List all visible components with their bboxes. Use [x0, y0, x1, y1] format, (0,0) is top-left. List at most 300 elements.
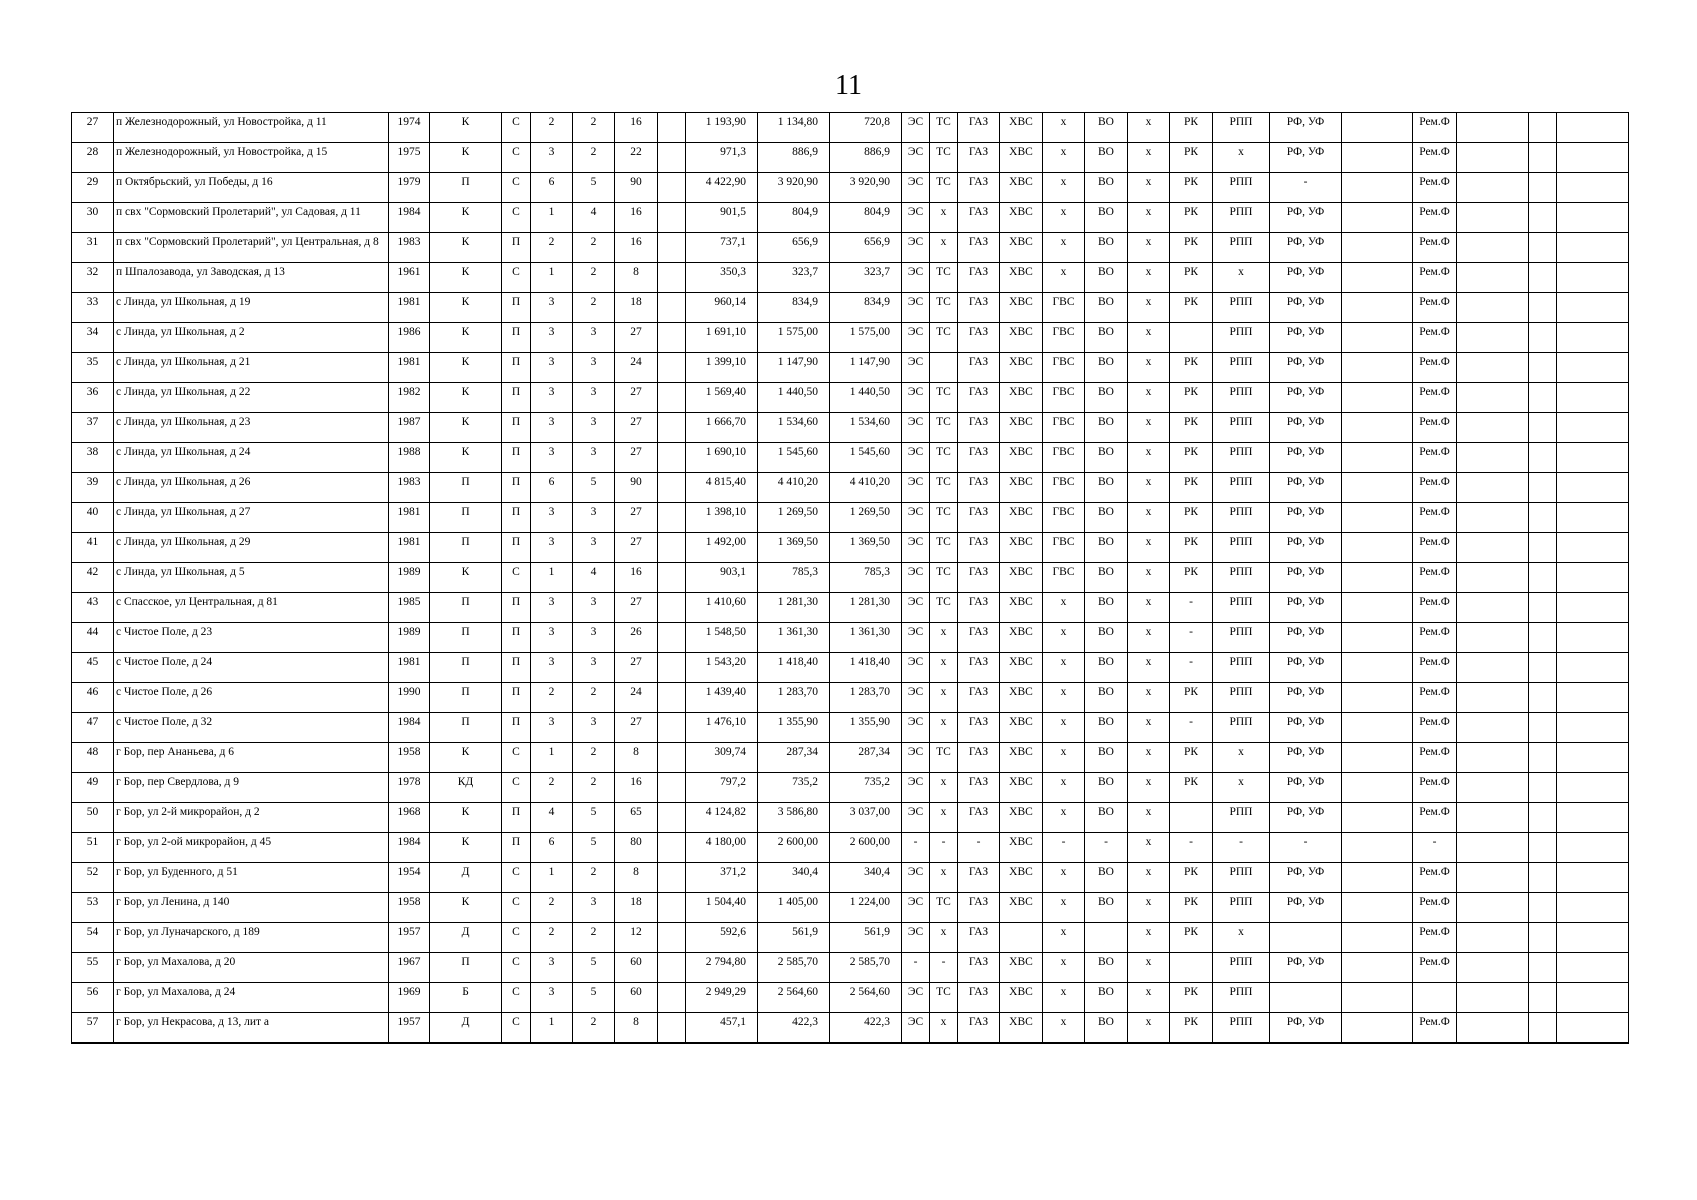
- entrances-cell: 3: [531, 443, 573, 473]
- wall-type-cell: К: [430, 833, 502, 863]
- electricity-cell: ЭС: [902, 263, 930, 293]
- repair-fund-cell: Рем.Ф: [1413, 593, 1457, 623]
- electricity-cell: ЭС: [902, 683, 930, 713]
- apartments-cell: 16: [615, 773, 658, 803]
- table-row: [72, 683, 1629, 713]
- x-mark-cell: х: [1128, 533, 1170, 563]
- residential-area-cell: 323,7: [830, 263, 902, 293]
- empty-cell: [1529, 233, 1557, 263]
- floors-cell: 3: [573, 503, 615, 533]
- year-cell: 1988: [389, 443, 430, 473]
- apartments-cell: 16: [615, 233, 658, 263]
- empty-cell: [1342, 113, 1413, 143]
- fund-cell: РФ, УФ: [1270, 203, 1342, 233]
- residential-area-cell: 1 418,40: [830, 653, 902, 683]
- hot-water-cell: ГВС: [1043, 383, 1085, 413]
- empty-cell: [1342, 893, 1413, 923]
- rk-cell: РК: [1170, 113, 1213, 143]
- sewerage-cell: ВО: [1085, 893, 1128, 923]
- living-area-cell: 1 281,30: [758, 593, 830, 623]
- empty-cell: [1457, 233, 1529, 263]
- residential-area-cell: 1 269,50: [830, 503, 902, 533]
- residential-area-cell: 1 440,50: [830, 383, 902, 413]
- housing-table: [71, 112, 1629, 1044]
- fund-cell: РФ, УФ: [1270, 323, 1342, 353]
- cold-water-cell: ХВС: [1000, 293, 1043, 323]
- address-cell: п свх "Сормовский Пролетарий", ул Садовая, д 11: [114, 203, 389, 233]
- apartments-cell: 8: [615, 863, 658, 893]
- year-cell: 1954: [389, 863, 430, 893]
- electricity-cell: ЭС: [902, 743, 930, 773]
- rpp-cell: х: [1213, 743, 1270, 773]
- empty-cell: [658, 743, 686, 773]
- empty-cell: [658, 863, 686, 893]
- living-area-cell: 1 369,50: [758, 533, 830, 563]
- empty-cell: [1529, 893, 1557, 923]
- rpp-cell: РПП: [1213, 953, 1270, 983]
- living-area-cell: 3 920,90: [758, 173, 830, 203]
- empty-cell: [1557, 1013, 1629, 1043]
- repair-fund-cell: Рем.Ф: [1413, 443, 1457, 473]
- electricity-cell: ЭС: [902, 713, 930, 743]
- wall-type-cell: Д: [430, 923, 502, 953]
- year-cell: 1958: [389, 893, 430, 923]
- address-cell: г Бор, ул Махалова, д 24: [114, 983, 389, 1013]
- floors-cell: 3: [573, 653, 615, 683]
- electricity-cell: ЭС: [902, 773, 930, 803]
- address-cell: с Линда, ул Школьная, д 2: [114, 323, 389, 353]
- cold-water-cell: ХВС: [1000, 593, 1043, 623]
- gas-cell: ГАЗ: [958, 293, 1000, 323]
- apartments-cell: 27: [615, 413, 658, 443]
- repair-fund-cell: Рем.Ф: [1413, 743, 1457, 773]
- rk-cell: РК: [1170, 383, 1213, 413]
- empty-cell: [1457, 563, 1529, 593]
- sewerage-cell: ВО: [1085, 713, 1128, 743]
- cold-water-cell: ХВС: [1000, 563, 1043, 593]
- living-area-cell: 1 534,60: [758, 413, 830, 443]
- total-area-cell: 592,6: [686, 923, 758, 953]
- empty-cell: [1557, 263, 1629, 293]
- empty-cell: [1529, 683, 1557, 713]
- roof-type-cell: П: [502, 233, 531, 263]
- hot-water-cell: х: [1043, 113, 1085, 143]
- year-cell: 1984: [389, 203, 430, 233]
- electricity-cell: ЭС: [902, 503, 930, 533]
- rpp-cell: РПП: [1213, 623, 1270, 653]
- address-cell: п Октябрьский, ул Победы, д 16: [114, 173, 389, 203]
- cold-water-cell: ХВС: [1000, 263, 1043, 293]
- empty-cell: [1557, 983, 1629, 1013]
- x-mark-cell: х: [1128, 143, 1170, 173]
- wall-type-cell: К: [430, 113, 502, 143]
- empty-cell: [1342, 833, 1413, 863]
- gas-cell: ГАЗ: [958, 1013, 1000, 1043]
- cold-water-cell: ХВС: [1000, 323, 1043, 353]
- total-area-cell: 309,74: [686, 743, 758, 773]
- empty-cell: [1342, 923, 1413, 953]
- wall-type-cell: К: [430, 383, 502, 413]
- rk-cell: -: [1170, 653, 1213, 683]
- hot-water-cell: ГВС: [1043, 353, 1085, 383]
- rpp-cell: х: [1213, 773, 1270, 803]
- hot-water-cell: х: [1043, 683, 1085, 713]
- heating-cell: ТС: [930, 893, 958, 923]
- total-area-cell: 1 691,10: [686, 323, 758, 353]
- year-cell: 1983: [389, 233, 430, 263]
- table-row: [72, 833, 1629, 863]
- empty-cell: [1557, 233, 1629, 263]
- table-row: [72, 533, 1629, 563]
- repair-fund-cell: Рем.Ф: [1413, 1013, 1457, 1043]
- residential-area-cell: 886,9: [830, 143, 902, 173]
- gas-cell: ГАЗ: [958, 593, 1000, 623]
- empty-cell: [1342, 353, 1413, 383]
- empty-cell: [1342, 533, 1413, 563]
- wall-type-cell: Д: [430, 863, 502, 893]
- x-mark-cell: х: [1128, 413, 1170, 443]
- residential-area-cell: 561,9: [830, 923, 902, 953]
- year-cell: 1984: [389, 833, 430, 863]
- repair-fund-cell: Рем.Ф: [1413, 263, 1457, 293]
- x-mark-cell: х: [1128, 893, 1170, 923]
- address-cell: п свх "Сормовский Пролетарий", ул Центральная, д 8: [114, 233, 389, 263]
- row-number-cell: 46: [72, 683, 114, 713]
- floors-cell: 2: [573, 1013, 615, 1043]
- electricity-cell: ЭС: [902, 593, 930, 623]
- apartments-cell: 27: [615, 713, 658, 743]
- roof-type-cell: С: [502, 773, 531, 803]
- heating-cell: ТС: [930, 413, 958, 443]
- total-area-cell: 1 193,90: [686, 113, 758, 143]
- hot-water-cell: х: [1043, 143, 1085, 173]
- year-cell: 1989: [389, 563, 430, 593]
- cold-water-cell: ХВС: [1000, 893, 1043, 923]
- sewerage-cell: ВО: [1085, 623, 1128, 653]
- table-row: [72, 113, 1629, 143]
- cold-water-cell: ХВС: [1000, 233, 1043, 263]
- gas-cell: ГАЗ: [958, 563, 1000, 593]
- table-row: [72, 503, 1629, 533]
- cold-water-cell: ХВС: [1000, 773, 1043, 803]
- x-mark-cell: х: [1128, 383, 1170, 413]
- empty-cell: [1529, 803, 1557, 833]
- year-cell: 1957: [389, 1013, 430, 1043]
- empty-cell: [1457, 263, 1529, 293]
- total-area-cell: 1 690,10: [686, 443, 758, 473]
- hot-water-cell: х: [1043, 203, 1085, 233]
- sewerage-cell: ВО: [1085, 593, 1128, 623]
- empty-cell: [1457, 473, 1529, 503]
- empty-cell: [1529, 383, 1557, 413]
- gas-cell: ГАЗ: [958, 233, 1000, 263]
- row-number-cell: 39: [72, 473, 114, 503]
- roof-type-cell: П: [502, 443, 531, 473]
- row-number-cell: 56: [72, 983, 114, 1013]
- electricity-cell: ЭС: [902, 563, 930, 593]
- year-cell: 1958: [389, 743, 430, 773]
- hot-water-cell: ГВС: [1043, 533, 1085, 563]
- entrances-cell: 3: [531, 713, 573, 743]
- address-cell: г Бор, ул Луначарского, д 189: [114, 923, 389, 953]
- residential-area-cell: 1 283,70: [830, 683, 902, 713]
- fund-cell: [1270, 983, 1342, 1013]
- wall-type-cell: К: [430, 893, 502, 923]
- rk-cell: РК: [1170, 743, 1213, 773]
- rpp-cell: РПП: [1213, 653, 1270, 683]
- floors-cell: 2: [573, 863, 615, 893]
- fund-cell: РФ, УФ: [1270, 143, 1342, 173]
- cold-water-cell: ХВС: [1000, 683, 1043, 713]
- empty-cell: [1342, 593, 1413, 623]
- wall-type-cell: К: [430, 263, 502, 293]
- wall-type-cell: К: [430, 143, 502, 173]
- address-cell: с Чистое Поле, д 26: [114, 683, 389, 713]
- apartments-cell: 18: [615, 893, 658, 923]
- wall-type-cell: К: [430, 443, 502, 473]
- empty-cell: [1342, 953, 1413, 983]
- empty-cell: [1557, 683, 1629, 713]
- total-area-cell: 350,3: [686, 263, 758, 293]
- heating-cell: ТС: [930, 383, 958, 413]
- total-area-cell: 901,5: [686, 203, 758, 233]
- row-number-cell: 32: [72, 263, 114, 293]
- repair-fund-cell: Рем.Ф: [1413, 893, 1457, 923]
- year-cell: 1975: [389, 143, 430, 173]
- empty-cell: [658, 263, 686, 293]
- empty-cell: [658, 473, 686, 503]
- row-number-cell: 51: [72, 833, 114, 863]
- empty-cell: [1529, 503, 1557, 533]
- residential-area-cell: 422,3: [830, 1013, 902, 1043]
- apartments-cell: 27: [615, 533, 658, 563]
- heating-cell: х: [930, 623, 958, 653]
- living-area-cell: 422,3: [758, 1013, 830, 1043]
- roof-type-cell: С: [502, 893, 531, 923]
- table-row: [72, 983, 1629, 1013]
- gas-cell: ГАЗ: [958, 323, 1000, 353]
- empty-cell: [658, 923, 686, 953]
- entrances-cell: 3: [531, 413, 573, 443]
- empty-cell: [1342, 323, 1413, 353]
- fund-cell: РФ, УФ: [1270, 593, 1342, 623]
- living-area-cell: 656,9: [758, 233, 830, 263]
- entrances-cell: 6: [531, 833, 573, 863]
- empty-cell: [1557, 653, 1629, 683]
- empty-cell: [658, 593, 686, 623]
- living-area-cell: 834,9: [758, 293, 830, 323]
- empty-cell: [658, 533, 686, 563]
- hot-water-cell: х: [1043, 803, 1085, 833]
- empty-cell: [1557, 353, 1629, 383]
- empty-cell: [658, 653, 686, 683]
- gas-cell: ГАЗ: [958, 863, 1000, 893]
- roof-type-cell: С: [502, 743, 531, 773]
- sewerage-cell: ВО: [1085, 263, 1128, 293]
- rpp-cell: РПП: [1213, 173, 1270, 203]
- empty-cell: [1457, 503, 1529, 533]
- repair-fund-cell: Рем.Ф: [1413, 683, 1457, 713]
- empty-cell: [1529, 443, 1557, 473]
- heating-cell: ТС: [930, 143, 958, 173]
- roof-type-cell: С: [502, 173, 531, 203]
- address-cell: с Чистое Поле, д 24: [114, 653, 389, 683]
- apartments-cell: 16: [615, 563, 658, 593]
- empty-cell: [1457, 833, 1529, 863]
- rpp-cell: РПП: [1213, 293, 1270, 323]
- cold-water-cell: ХВС: [1000, 743, 1043, 773]
- hot-water-cell: х: [1043, 173, 1085, 203]
- heating-cell: х: [930, 1013, 958, 1043]
- gas-cell: ГАЗ: [958, 443, 1000, 473]
- total-area-cell: 2 949,29: [686, 983, 758, 1013]
- empty-cell: [1529, 953, 1557, 983]
- empty-cell: [1457, 533, 1529, 563]
- gas-cell: -: [958, 833, 1000, 863]
- entrances-cell: 3: [531, 593, 573, 623]
- entrances-cell: 3: [531, 503, 573, 533]
- living-area-cell: 785,3: [758, 563, 830, 593]
- row-number-cell: 38: [72, 443, 114, 473]
- total-area-cell: 371,2: [686, 863, 758, 893]
- sewerage-cell: ВО: [1085, 683, 1128, 713]
- cold-water-cell: ХВС: [1000, 353, 1043, 383]
- rk-cell: [1170, 953, 1213, 983]
- electricity-cell: ЭС: [902, 113, 930, 143]
- cold-water-cell: ХВС: [1000, 533, 1043, 563]
- repair-fund-cell: Рем.Ф: [1413, 773, 1457, 803]
- table-row: [72, 383, 1629, 413]
- hot-water-cell: ГВС: [1043, 563, 1085, 593]
- residential-area-cell: 1 224,00: [830, 893, 902, 923]
- address-cell: г Бор, ул Ленина, д 140: [114, 893, 389, 923]
- empty-cell: [1457, 443, 1529, 473]
- table-row: [72, 743, 1629, 773]
- electricity-cell: ЭС: [902, 293, 930, 323]
- row-number-cell: 55: [72, 953, 114, 983]
- hot-water-cell: х: [1043, 653, 1085, 683]
- floors-cell: 2: [573, 143, 615, 173]
- x-mark-cell: х: [1128, 263, 1170, 293]
- x-mark-cell: х: [1128, 923, 1170, 953]
- sewerage-cell: ВО: [1085, 383, 1128, 413]
- address-cell: п Железнодорожный, ул Новостройка, д 11: [114, 113, 389, 143]
- rk-cell: РК: [1170, 263, 1213, 293]
- hot-water-cell: ГВС: [1043, 413, 1085, 443]
- entrances-cell: 3: [531, 383, 573, 413]
- table-row: [72, 413, 1629, 443]
- rpp-cell: РПП: [1213, 683, 1270, 713]
- electricity-cell: ЭС: [902, 623, 930, 653]
- rk-cell: РК: [1170, 533, 1213, 563]
- roof-type-cell: П: [502, 683, 531, 713]
- empty-cell: [658, 833, 686, 863]
- electricity-cell: -: [902, 953, 930, 983]
- table-row: [72, 593, 1629, 623]
- floors-cell: 2: [573, 683, 615, 713]
- total-area-cell: 1 439,40: [686, 683, 758, 713]
- electricity-cell: ЭС: [902, 323, 930, 353]
- electricity-cell: ЭС: [902, 173, 930, 203]
- wall-type-cell: П: [430, 473, 502, 503]
- repair-fund-cell: Рем.Ф: [1413, 173, 1457, 203]
- entrances-cell: 3: [531, 533, 573, 563]
- floors-cell: 2: [573, 293, 615, 323]
- sewerage-cell: ВО: [1085, 413, 1128, 443]
- rpp-cell: -: [1213, 833, 1270, 863]
- empty-cell: [1529, 563, 1557, 593]
- empty-cell: [1557, 773, 1629, 803]
- empty-cell: [1529, 263, 1557, 293]
- rk-cell: РК: [1170, 353, 1213, 383]
- entrances-cell: 2: [531, 683, 573, 713]
- total-area-cell: 737,1: [686, 233, 758, 263]
- total-area-cell: 457,1: [686, 1013, 758, 1043]
- repair-fund-cell: Рем.Ф: [1413, 653, 1457, 683]
- living-area-cell: 1 545,60: [758, 443, 830, 473]
- heating-cell: -: [930, 953, 958, 983]
- year-cell: 1984: [389, 713, 430, 743]
- empty-cell: [1529, 833, 1557, 863]
- row-number-cell: 49: [72, 773, 114, 803]
- apartments-cell: 27: [615, 593, 658, 623]
- x-mark-cell: х: [1128, 203, 1170, 233]
- table-row: [72, 233, 1629, 263]
- roof-type-cell: С: [502, 863, 531, 893]
- hot-water-cell: х: [1043, 713, 1085, 743]
- empty-cell: [1342, 443, 1413, 473]
- electricity-cell: ЭС: [902, 863, 930, 893]
- residential-area-cell: 735,2: [830, 773, 902, 803]
- floors-cell: 5: [573, 983, 615, 1013]
- address-cell: г Бор, ул Махалова, д 20: [114, 953, 389, 983]
- residential-area-cell: 1 361,30: [830, 623, 902, 653]
- empty-cell: [658, 773, 686, 803]
- entrances-cell: 6: [531, 473, 573, 503]
- residential-area-cell: 785,3: [830, 563, 902, 593]
- empty-cell: [1457, 683, 1529, 713]
- heating-cell: ТС: [930, 473, 958, 503]
- row-number-cell: 36: [72, 383, 114, 413]
- apartments-cell: 16: [615, 113, 658, 143]
- year-cell: 1986: [389, 323, 430, 353]
- repair-fund-cell: Рем.Ф: [1413, 503, 1457, 533]
- table-row: [72, 263, 1629, 293]
- living-area-cell: 4 410,20: [758, 473, 830, 503]
- row-number-cell: 45: [72, 653, 114, 683]
- floors-cell: 3: [573, 713, 615, 743]
- heating-cell: ТС: [930, 983, 958, 1013]
- fund-cell: РФ, УФ: [1270, 413, 1342, 443]
- residential-area-cell: 340,4: [830, 863, 902, 893]
- sewerage-cell: ВО: [1085, 1013, 1128, 1043]
- x-mark-cell: х: [1128, 743, 1170, 773]
- entrances-cell: 2: [531, 773, 573, 803]
- wall-type-cell: Б: [430, 983, 502, 1013]
- entrances-cell: 3: [531, 623, 573, 653]
- empty-cell: [1557, 713, 1629, 743]
- row-number-cell: 42: [72, 563, 114, 593]
- floors-cell: 3: [573, 323, 615, 353]
- electricity-cell: ЭС: [902, 533, 930, 563]
- address-cell: п Шпалозавода, ул Заводская, д 13: [114, 263, 389, 293]
- roof-type-cell: С: [502, 143, 531, 173]
- empty-cell: [1529, 1013, 1557, 1043]
- year-cell: 1969: [389, 983, 430, 1013]
- address-cell: г Бор, пер Свердлова, д 9: [114, 773, 389, 803]
- x-mark-cell: х: [1128, 623, 1170, 653]
- cold-water-cell: ХВС: [1000, 473, 1043, 503]
